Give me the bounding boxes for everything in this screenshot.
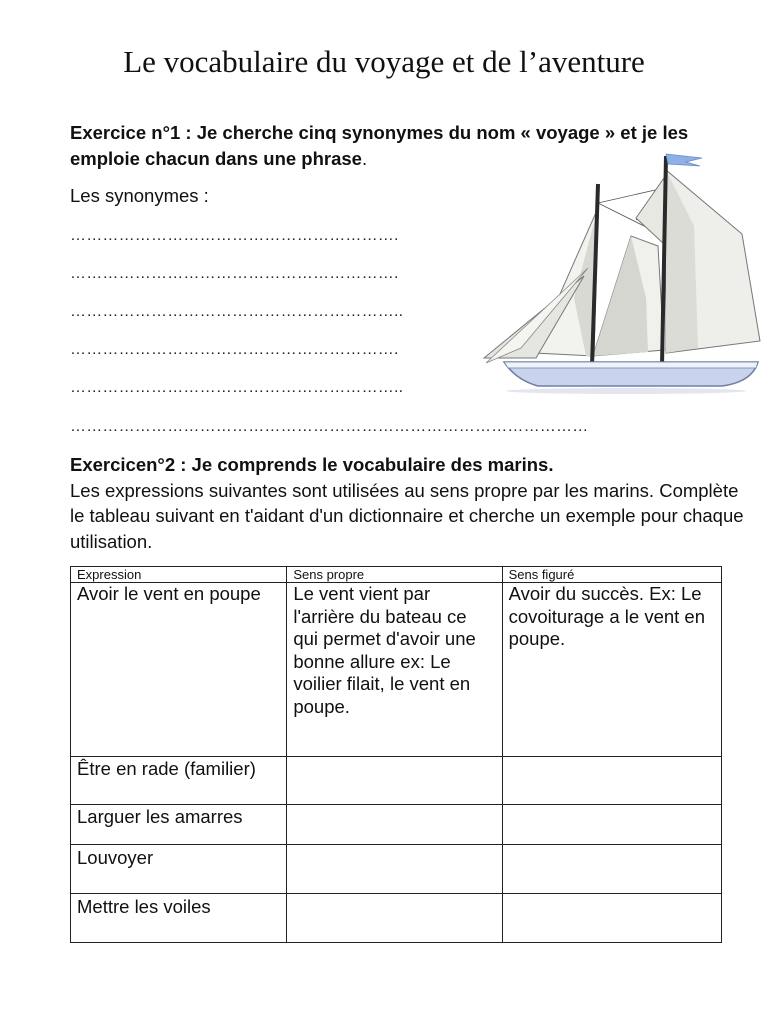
sens-figure-cell[interactable] [502, 805, 721, 845]
sens-propre-cell[interactable] [287, 757, 502, 805]
table-row [71, 583, 722, 757]
sens-propre-cell[interactable] [287, 845, 502, 894]
exercise-1-heading-end: . [361, 148, 368, 169]
header-expression: Expression [71, 567, 287, 583]
table-row [71, 757, 722, 805]
table-header-row [71, 567, 722, 583]
sens-figure-cell[interactable] [502, 757, 721, 805]
sens-propre-cell[interactable] [287, 805, 502, 845]
answer-line-3[interactable]: …………………………………………………….. [70, 303, 404, 320]
sens-propre-cell[interactable]: Le vent vient par l'arrière du bateau ce qui permet d'avoir une bonne allure ex: Le voilier filait, le vent en poupe. [287, 583, 502, 757]
answer-line-2[interactable]: ……………………………………………………. [70, 265, 399, 282]
exercise-2-instructions: Les expressions suivantes sont utilisées au sens propre par les marins. Complète le tableau suivant en t'aidant d'un dictionnaire et cherche un exemple pour chaque utilisation. [70, 479, 744, 552]
sens-figure-cell[interactable]: Avoir du succès. Ex: Le covoiturage a le vent en poupe. [502, 583, 721, 757]
exercise-2-heading: Exercicen°2 : Je comprends le vocabulaire des marins. [70, 454, 554, 475]
synonyms-label: Les synonymes : [70, 185, 209, 206]
sens-propre-cell[interactable] [287, 894, 502, 943]
expression-cell: Louvoyer [71, 845, 287, 894]
answer-line-1[interactable]: ……………………………………………………. [70, 227, 399, 244]
answer-line-5[interactable]: …………………………………………………….. [70, 379, 404, 396]
sailboat-icon [476, 148, 766, 396]
header-sens-propre: Sens propre [287, 567, 502, 583]
answer-line-6[interactable]: …………………………………………………………………………………… [70, 418, 589, 435]
table-row [71, 805, 722, 845]
header-sens-figure: Sens figuré [502, 567, 721, 583]
exercise-1-heading-bold: Exercice n°1 : Je cherche cinq synonymes du nom « voyage » et je les emploie chacun dans une phrase [70, 122, 689, 169]
table-row [71, 894, 722, 943]
sens-figure-cell[interactable] [502, 894, 721, 943]
table-row [71, 845, 722, 894]
vocabulary-table [70, 566, 722, 943]
expression-cell: Mettre les voiles [71, 894, 287, 943]
expression-cell: Avoir le vent en poupe [71, 583, 287, 757]
page-title: Le vocabulaire du voyage et de l’aventure [123, 44, 645, 79]
sens-figure-cell[interactable] [502, 845, 721, 894]
answer-line-4[interactable]: ……………………………………………………. [70, 341, 399, 358]
exercise-2 [70, 452, 750, 554]
expression-cell: Être en rade (familier) [71, 757, 287, 805]
expression-cell: Larguer les amarres [71, 805, 287, 845]
